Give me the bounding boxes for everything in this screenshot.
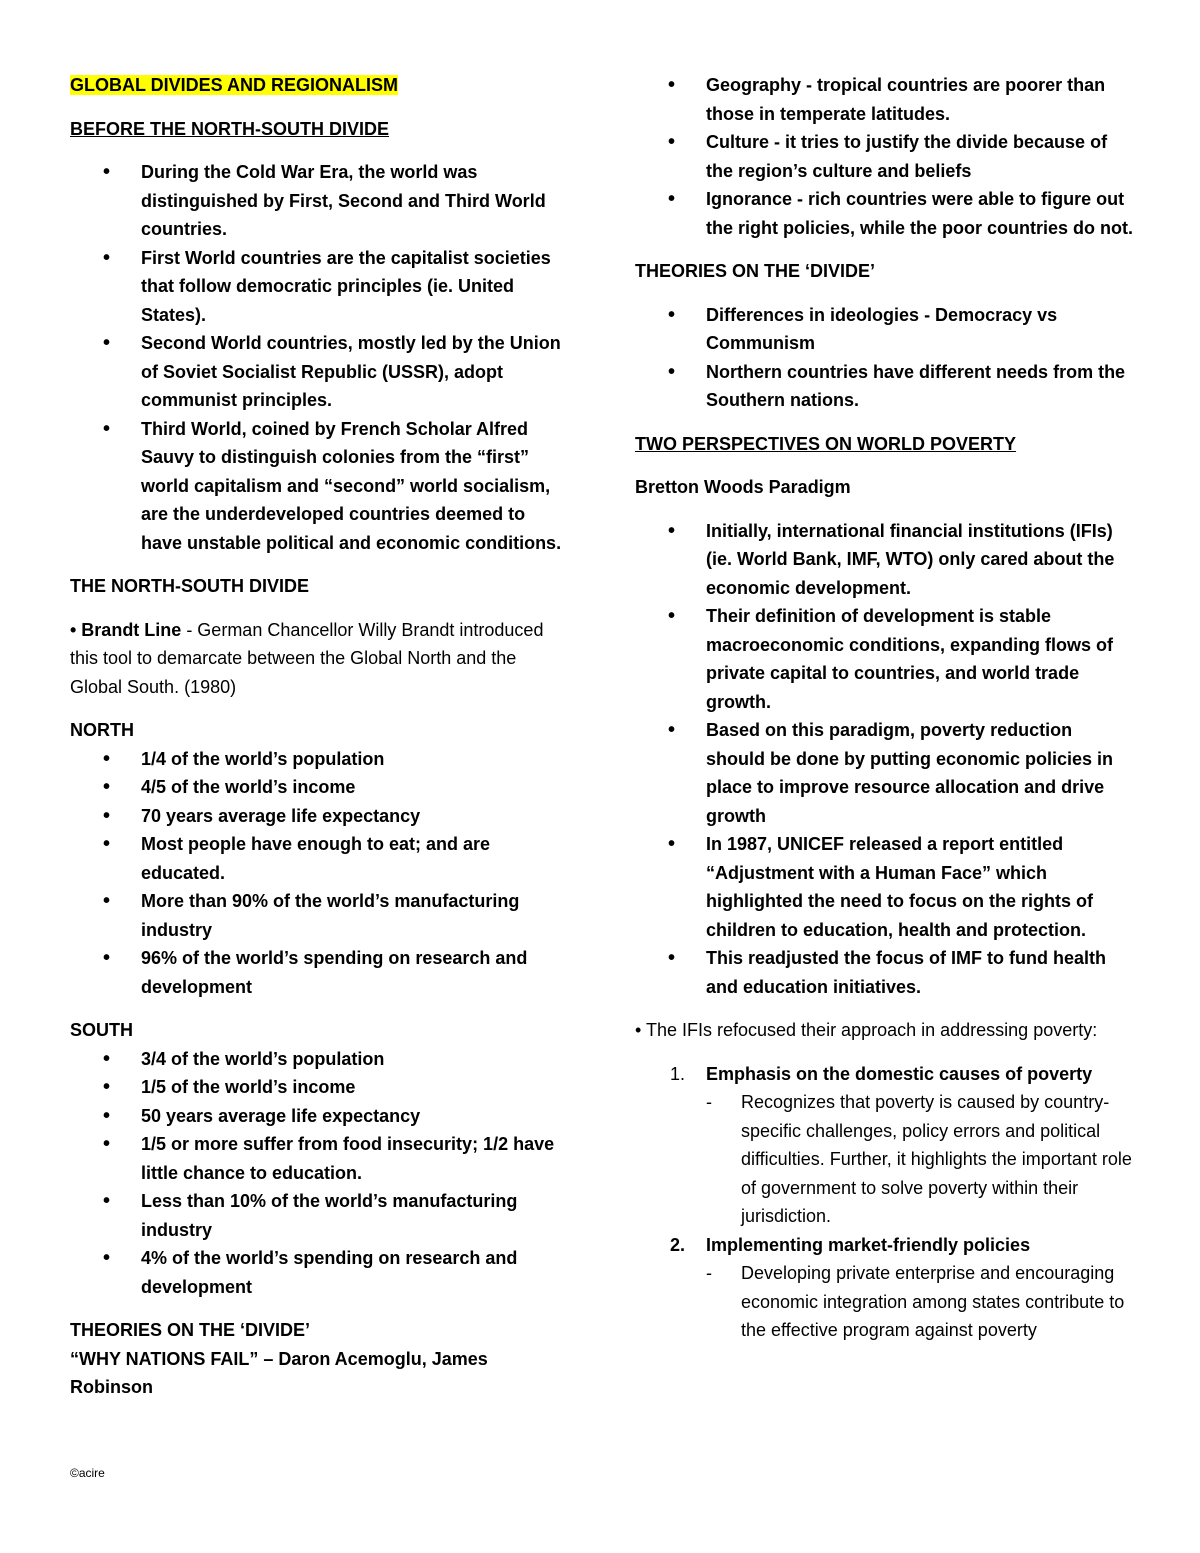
theories-list: [635, 301, 1135, 415]
list-item: • Most people have enough to eat; and are educated.: [141, 830, 570, 887]
list-item: • 4/5 of the world’s income: [141, 773, 570, 802]
heading-theories-divide: THEORIES ON THE ‘DIVIDE’: [70, 1320, 311, 1340]
list-item: • 1/4 of the world’s population: [141, 745, 570, 774]
list-item: • Northern countries have different needs from the Southern nations.: [706, 358, 1135, 415]
list-item: • 1/5 of the world’s income: [141, 1073, 570, 1102]
heading-bretton-woods: Bretton Woods Paradigm: [635, 477, 851, 497]
heading-south: SOUTH: [70, 1020, 133, 1040]
list-item: • This readjusted the focus of IMF to fund health and education initiatives.: [706, 944, 1135, 1001]
list-item: • During the Cold War Era, the world was distinguished by First, Second and Third World countries.: [141, 158, 570, 244]
list-item: • More than 90% of the world’s manufacturing industry: [141, 887, 570, 944]
list-item: • 1/5 or more suffer from food insecurity; 1/2 have little chance to education.: [141, 1130, 570, 1187]
list-item: • Geography - tropical countries are poorer than those in temperate latitudes.: [706, 71, 1135, 128]
ifi-refocus-paragraph: • The IFIs refocused their approach in addressing poverty:: [635, 1020, 1098, 1040]
before-divide-list: [70, 158, 570, 557]
list-item: 2. Implementing market-friendly policies - Developing private enterprise and encouraging economic integration among states contribute to the effective program against poverty: [706, 1231, 1135, 1345]
list-item: • 4% of the world’s spending on research and development: [141, 1244, 570, 1301]
north-list: [70, 745, 570, 1002]
bretton-woods-list: [635, 517, 1135, 1002]
list-item: • Culture - it tries to justify the divide because of the region’s culture and beliefs: [706, 128, 1135, 185]
right-column: [635, 71, 1135, 1345]
book-reference: “WHY NATIONS FAIL” – Daron Acemoglu, James Robinson: [70, 1348, 488, 1397]
list-item: 1. Emphasis on the domestic causes of poverty - Recognizes that poverty is caused by country-specific challenges, policy errors and political difficulties. Further, it highlights the important role of government to solve poverty within their jurisdiction.: [706, 1060, 1135, 1231]
list-item: • Third World, coined by French Scholar Alfred Sauvy to distinguish colonies from the “first” world capitalism and “second” world socialism, are the underdeveloped countries deemed to have unstable political and economic conditions.: [141, 415, 570, 558]
south-list: [70, 1045, 570, 1302]
list-item: • 3/4 of the world’s population: [141, 1045, 570, 1074]
list-item: • Their definition of development is stable macroeconomic conditions, expanding flows of private capital to countries, and world trade growth.: [706, 602, 1135, 716]
sub-list: [706, 1088, 1135, 1231]
heading-theories-divide-2: THEORIES ON THE ‘DIVIDE’: [635, 261, 876, 281]
list-item: • 50 years average life expectancy: [141, 1102, 570, 1131]
sub-list: [706, 1259, 1135, 1345]
heading-north: NORTH: [70, 720, 134, 740]
list-item: • 70 years average life expectancy: [141, 802, 570, 831]
list-item: • 96% of the world’s spending on research and development: [141, 944, 570, 1001]
left-column: [70, 71, 570, 1402]
list-item: • Initially, international financial institutions (IFIs) (ie. World Bank, IMF, WTO) only cared about the economic development.: [706, 517, 1135, 603]
document-title: GLOBAL DIVIDES AND REGIONALISM: [70, 75, 399, 95]
list-item: • Ignorance - rich countries were able to figure out the right policies, while the poor countries do not.: [706, 185, 1135, 242]
heading-world-poverty: TWO PERSPECTIVES ON WORLD POVERTY: [635, 433, 1017, 454]
causes-list: [635, 71, 1135, 242]
list-item: • Second World countries, mostly led by the Union of Soviet Socialist Republic (USSR), adopt communist principles.: [141, 329, 570, 415]
heading-north-south-divide: THE NORTH-SOUTH DIVIDE: [70, 576, 310, 596]
list-item: - Recognizes that poverty is caused by country-specific challenges, policy errors and political difficulties. Further, it highlights the important role of government to solve poverty within their jurisdiction.: [741, 1088, 1135, 1231]
list-item: • Less than 10% of the world’s manufacturing industry: [141, 1187, 570, 1244]
list-item: • Based on this paradigm, poverty reduction should be done by putting economic policies in place to improve resource allocation and drive growth: [706, 716, 1135, 830]
footer-text: ©acire: [70, 1466, 105, 1480]
list-item: • In 1987, UNICEF released a report entitled “Adjustment with a Human Face” which highlighted the need to focus on the rights of children to education, health and protection.: [706, 830, 1135, 944]
brandt-line-paragraph: • Brandt Line - German Chancellor Willy Brandt introduced this tool to demarcate between the Global North and the Global South. (1980): [70, 619, 544, 697]
list-item: • Differences in ideologies - Democracy vs Communism: [706, 301, 1135, 358]
list-item: • First World countries are the capitalist societies that follow democratic principles (ie. United States).: [141, 244, 570, 330]
list-item: - Developing private enterprise and encouraging economic integration among states contribute to the effective program against poverty: [741, 1259, 1135, 1345]
ifi-approach-list: [635, 1060, 1135, 1345]
heading-before-divide: BEFORE THE NORTH-SOUTH DIVIDE: [70, 118, 390, 139]
